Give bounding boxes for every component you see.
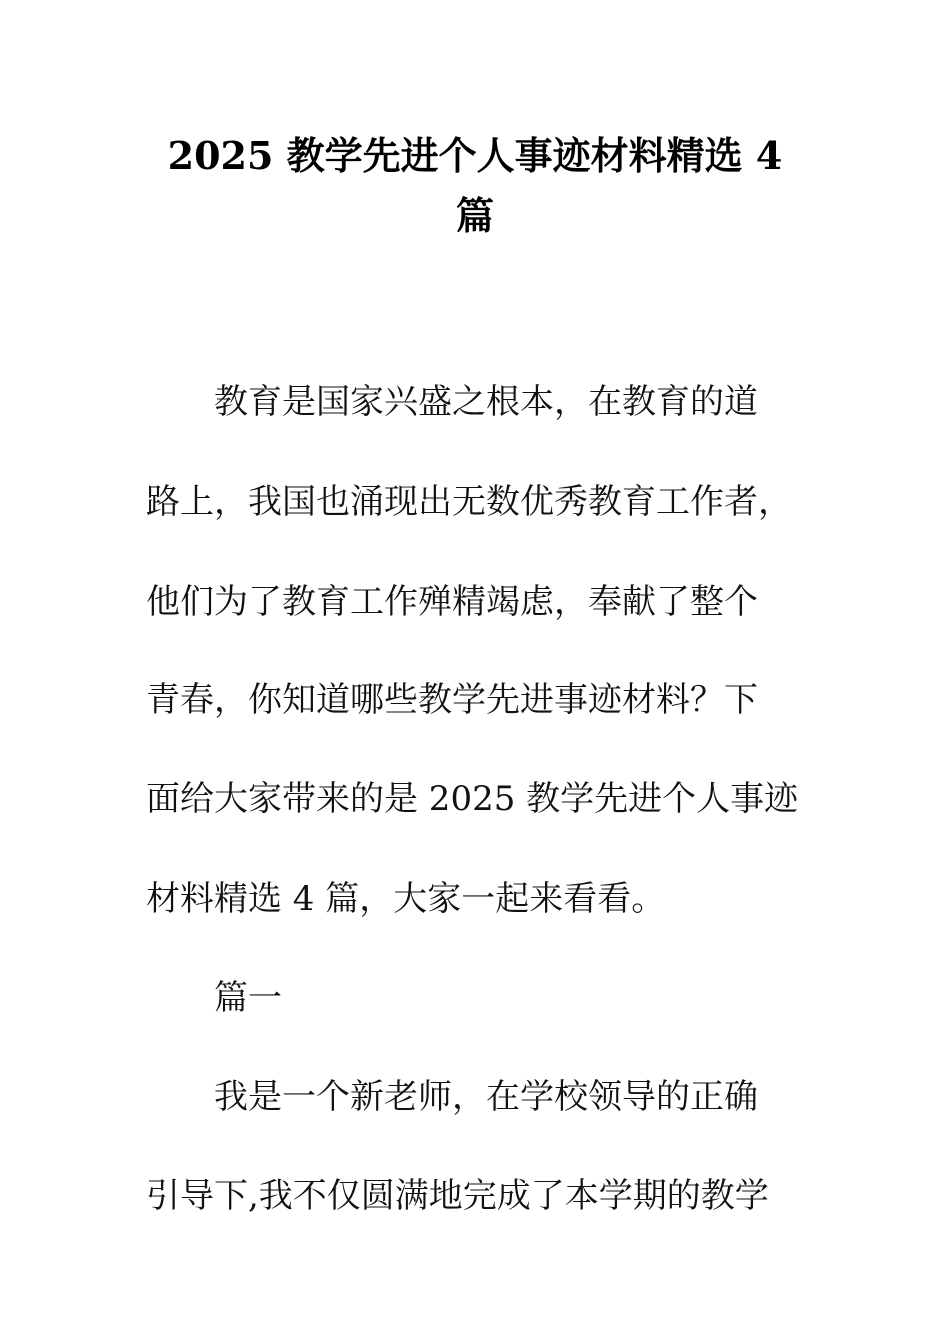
intro-line-2: 路上，我国也涌现出无数优秀教育工作者， <box>146 482 792 522</box>
intro-line-6: 材料精选 4 篇，大家一起来看看。 <box>146 879 666 919</box>
section-heading: 篇一 <box>214 978 282 1018</box>
title-line-1: 2025 教学先进个人事迹材料精选 4 <box>167 133 783 178</box>
intro-line-5: 面给大家带来的是 2025 教学先进个人事迹 <box>146 779 799 819</box>
title-line-2: 篇 <box>455 193 494 238</box>
intro-line-1: 教育是国家兴盛之根本，在教育的道 <box>214 382 758 422</box>
document-title <box>160 126 790 246</box>
section-body-line-2: 引导下,我不仅圆满地完成了本学期的教学 <box>146 1176 769 1216</box>
intro-line-4: 青春，你知道哪些教学先进事迹材料？下 <box>146 680 758 720</box>
intro-line-3: 他们为了教育工作殚精竭虑，奉献了整个 <box>146 582 758 622</box>
section-body-line-1: 我是一个新老师，在学校领导的正确 <box>214 1077 758 1117</box>
